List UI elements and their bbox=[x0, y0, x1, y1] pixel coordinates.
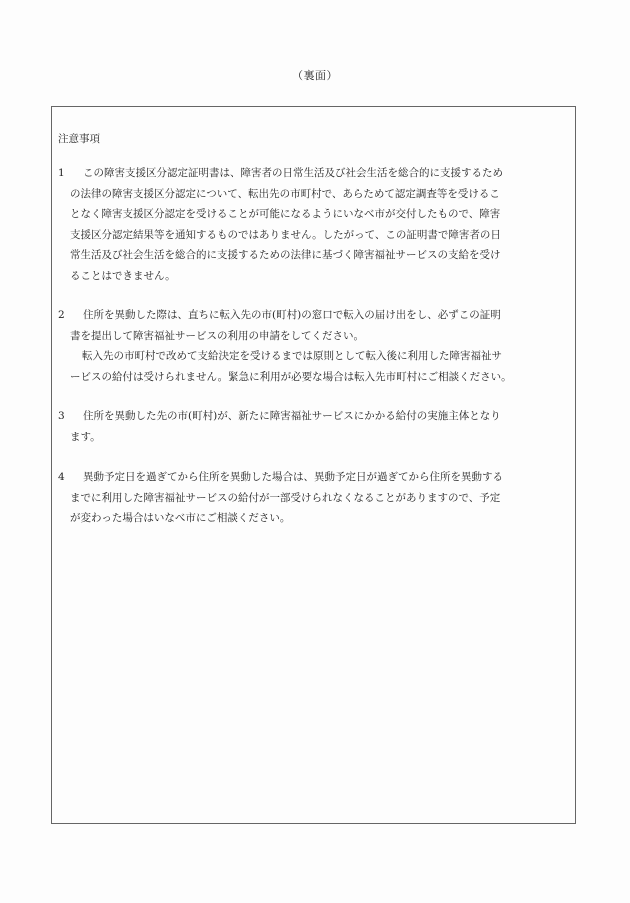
note-line: 書を提出して障害福祉サービスの利用の申請をしてください。 bbox=[70, 329, 364, 342]
note-line: 支援区分認定結果等を通知するものではありません。したがって、この証明書で障害者の日 bbox=[70, 228, 501, 241]
note-number: 3 bbox=[58, 410, 65, 422]
note-line: ービスの給付は受けられません。緊急に利用が必要な場合は転入先市町村にご相談ください。 bbox=[70, 370, 512, 383]
note-line: が変わった場合はいなべ市にご相談ください。 bbox=[70, 512, 291, 524]
note-item-4 bbox=[58, 467, 573, 529]
note-line: ることはできません。 bbox=[70, 269, 176, 282]
note-number: 2 bbox=[58, 309, 65, 321]
note-line: この障害支援区分認定証明書は、障害者の日常生活及び社会生活を総合的に支援するため bbox=[83, 167, 503, 179]
note-item-1 bbox=[58, 163, 573, 286]
note-item-2 bbox=[58, 305, 573, 387]
notes-box bbox=[51, 106, 576, 824]
note-number: 4 bbox=[58, 471, 65, 483]
note-number: 1 bbox=[58, 167, 65, 179]
note-line: ます。 bbox=[70, 430, 101, 443]
note-line: 住所を異動した際は、直ちに転入先の市(町村)の窓口で転入の届け出をし、必ずこの証明 bbox=[83, 309, 501, 321]
note-line: までに利用した障害福祉サービスの給付が一部受けられなくなることがありますので、予定 bbox=[70, 491, 501, 504]
note-item-3 bbox=[58, 406, 573, 447]
note-line: 転入先の市町村で改めて支給決定を受けるまでは原則として転入後に利用した障害福祉サ bbox=[82, 350, 502, 362]
notes-title: 注意事項 bbox=[58, 133, 100, 145]
note-line: の法律の障害支援区分認定について、転出先の市町村で、あらためて認定調査等を受けるこ bbox=[70, 187, 500, 200]
note-line: となく障害支援区分認定を受けることが可能になるようにいなべ市が交付したもので、障害 bbox=[70, 208, 501, 220]
page-side-label: （裏面） bbox=[292, 69, 338, 82]
note-line: 住所を異動した先の市(町村)が、新たに障害福祉サービスにかかる給付の実施主体となり bbox=[83, 410, 501, 422]
note-line: 常生活及び社会生活を総合的に支援するための法律に基づく障害福祉サービスの支給を受け bbox=[70, 249, 501, 261]
note-line: 異動予定日を過ぎてから住所を異動した場合は、異動予定日が過ぎてから住所を異動する bbox=[83, 471, 503, 483]
